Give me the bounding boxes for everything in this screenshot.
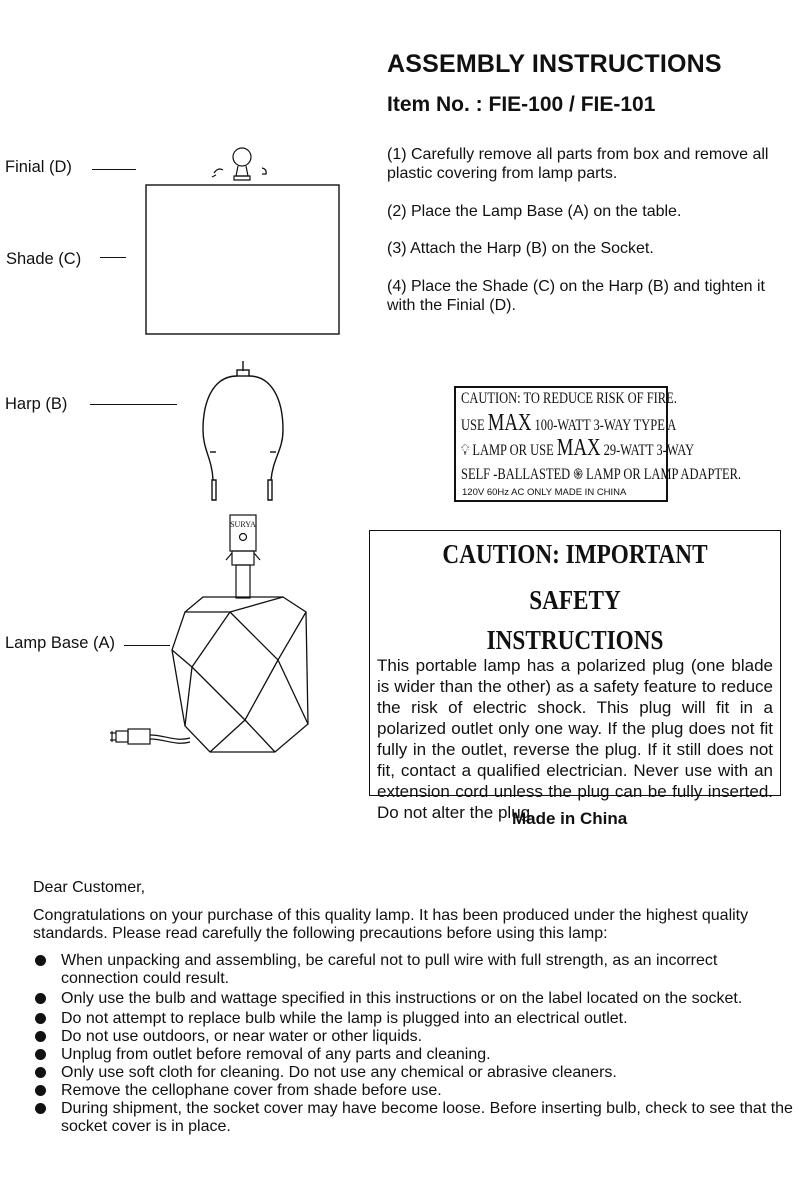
shade-icon	[146, 185, 339, 334]
list-item: When unpacking and assembling, be careful not to pull wire with full strength, as an incorrect connection could result.	[33, 952, 793, 988]
list-item: Unplug from outlet before removal of any parts and cleaning.	[33, 1046, 793, 1064]
bullet-icon	[35, 1085, 46, 1096]
step-3: (3) Attach the Harp (B) on the Socket.	[387, 240, 654, 257]
caution-line-1: CAUTION: TO REDUCE RISK OF FIRE.	[461, 390, 677, 407]
list-item: During shipment, the socket cover may have become loose. Before inserting bulb, check to see that the socket cover is in place.	[33, 1100, 793, 1136]
lamp-diagram	[100, 140, 390, 780]
list-item: Remove the cellophane cover from shade before use.	[33, 1082, 793, 1100]
item-number: Item No. : FIE-100 / FIE-101	[387, 93, 656, 116]
list-item: Do not attempt to replace bulb while the lamp is plugged into an electrical outlet.	[33, 1010, 793, 1028]
bullet-icon	[35, 1031, 46, 1042]
step-4: (4) Place the Shade (C) on the Harp (B) and tighten it with the Finial (D).	[387, 278, 765, 314]
step-2: (2) Place the Lamp Base (A) on the table.	[387, 203, 682, 220]
list-item: Do not use outdoors, or near water or other liquids.	[33, 1028, 793, 1046]
cfl-bulb-icon: ֍	[573, 467, 583, 483]
safety-heading-2: INSTRUCTIONS	[486, 625, 664, 655]
bulb-icon: 💡︎	[461, 443, 470, 459]
list-item: Only use soft cloth for cleaning. Do not use any chemical or abrasive cleaners.	[33, 1064, 793, 1082]
socket-brand: SURYA	[230, 520, 256, 529]
harp-icon	[203, 361, 283, 500]
caution-line-4: SELF -BALLASTED ֍ LAMP OR LAMP ADAPTER.	[461, 466, 742, 483]
lamp-base-icon	[172, 597, 308, 752]
precautions-list	[33, 952, 793, 1136]
bullet-icon	[35, 1103, 46, 1114]
finial-icon	[212, 148, 266, 180]
shade-label: Shade (C)	[6, 250, 82, 268]
lamp-base-label: Lamp Base (A)	[5, 634, 116, 652]
bullet-icon	[35, 993, 46, 1004]
page-title: ASSEMBLY INSTRUCTIONS	[387, 50, 722, 78]
bullet-icon	[35, 955, 46, 966]
greeting: Dear Customer,	[33, 879, 146, 896]
list-item: Only use the bulb and wattage specified in this instructions or on the label located on the socket.	[33, 990, 793, 1008]
safety-heading-1: CAUTION: IMPORTANT SAFETY	[442, 539, 708, 615]
caution-line-3: 💡︎ LAMP OR USE MAX 29-WATT 3-WAY	[461, 435, 695, 461]
harp-label: Harp (B)	[5, 395, 68, 413]
power-cord-icon	[110, 729, 190, 744]
bullet-icon	[35, 1013, 46, 1024]
bullet-icon	[35, 1049, 46, 1060]
caution-label	[454, 386, 742, 502]
caution-line-2: USE MAX 100-WATT 3-WAY TYPE A	[461, 410, 677, 436]
step-1: (1) Carefully remove all parts from box and remove all plastic covering from lamp parts.	[387, 146, 769, 182]
made-in-label: Made in China	[512, 809, 628, 828]
bullet-icon	[35, 1067, 46, 1078]
intro-paragraph: Congratulations on your purchase of this quality lamp. It has been produced under the highest quality standards. Please read carefully the following precautions before using this lamp:	[33, 907, 749, 942]
caution-line-5: 120V 60Hz AC ONLY MADE IN CHINA	[462, 487, 627, 498]
finial-label: Finial (D)	[5, 158, 72, 176]
safety-body: This portable lamp has a polarized plug (one blade is wider than the other) as a safety feature to reduce the risk of electric shock. This plug will fit in a polarized outlet only one way. If the plug does not fit fully in the outlet, reverse the plug. If it still does not fit, contact a qualified electrician. Never use with an extension cord unless the plug can be fully inserted. Do not alter the plug.	[377, 656, 773, 822]
